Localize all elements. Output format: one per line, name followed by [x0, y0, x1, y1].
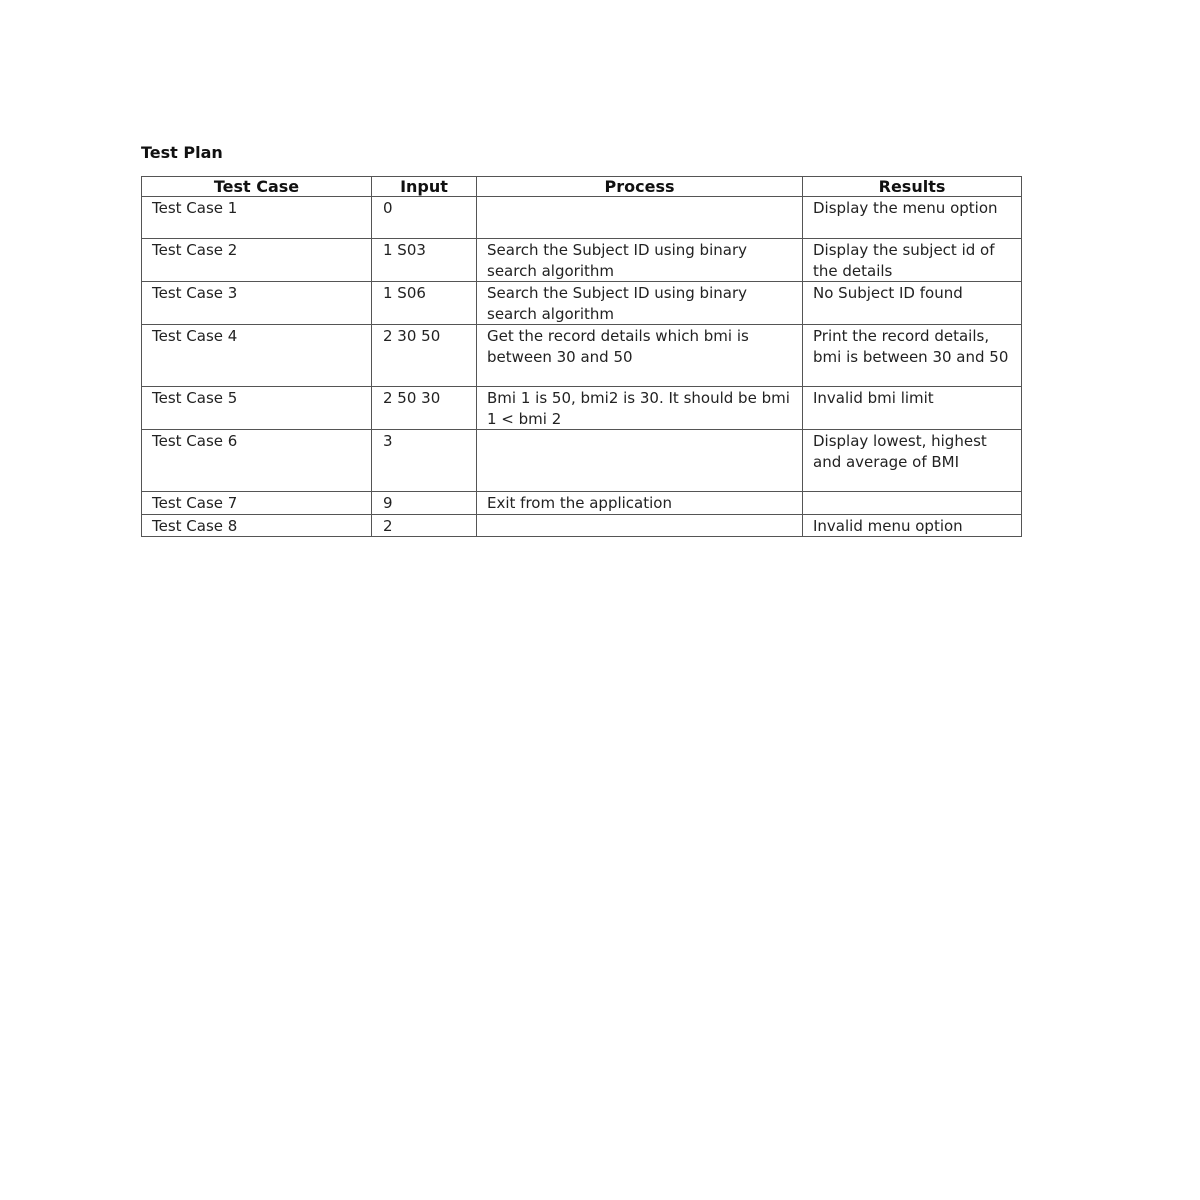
cell-results: Display the menu option [803, 197, 1022, 239]
table-row [142, 197, 1022, 239]
test-plan-table [141, 176, 1022, 537]
cell-process: Get the record details which bmi is between 30 and 50 [477, 325, 803, 387]
cell-input: 2 [372, 514, 477, 537]
cell-test-case: Test Case 6 [142, 430, 372, 492]
table-row [142, 239, 1022, 282]
header-results: Results [803, 177, 1022, 197]
cell-test-case: Test Case 8 [142, 514, 372, 537]
cell-process: Search the Subject ID using binary search algorithm [477, 282, 803, 325]
cell-test-case: Test Case 1 [142, 197, 372, 239]
table-row [142, 325, 1022, 387]
header-test-case: Test Case [142, 177, 372, 197]
document-title: Test Plan [141, 143, 223, 162]
cell-results: Print the record details, bmi is between 30 and 50 [803, 325, 1022, 387]
table-row [142, 430, 1022, 492]
header-process: Process [477, 177, 803, 197]
cell-input: 1 S03 [372, 239, 477, 282]
cell-results: Display lowest, highest and average of BMI [803, 430, 1022, 492]
table-row [142, 387, 1022, 430]
cell-process: Search the Subject ID using binary search algorithm [477, 239, 803, 282]
cell-test-case: Test Case 7 [142, 492, 372, 515]
cell-process [477, 430, 803, 492]
header-input: Input [372, 177, 477, 197]
table-row [142, 514, 1022, 537]
cell-process: Exit from the application [477, 492, 803, 515]
cell-test-case: Test Case 5 [142, 387, 372, 430]
cell-test-case: Test Case 4 [142, 325, 372, 387]
cell-process [477, 514, 803, 537]
cell-input: 2 50 30 [372, 387, 477, 430]
cell-input: 0 [372, 197, 477, 239]
cell-test-case: Test Case 2 [142, 239, 372, 282]
cell-results: Display the subject id of the details [803, 239, 1022, 282]
table-header-row [142, 177, 1022, 197]
cell-results: Invalid bmi limit [803, 387, 1022, 430]
cell-input: 9 [372, 492, 477, 515]
table-row [142, 282, 1022, 325]
cell-results [803, 492, 1022, 515]
cell-test-case: Test Case 3 [142, 282, 372, 325]
cell-input: 3 [372, 430, 477, 492]
cell-input: 1 S06 [372, 282, 477, 325]
cell-process [477, 197, 803, 239]
cell-process: Bmi 1 is 50, bmi2 is 30. It should be bmi 1 < bmi 2 [477, 387, 803, 430]
cell-results: No Subject ID found [803, 282, 1022, 325]
cell-results: Invalid menu option [803, 514, 1022, 537]
cell-input: 2 30 50 [372, 325, 477, 387]
table-row [142, 492, 1022, 515]
